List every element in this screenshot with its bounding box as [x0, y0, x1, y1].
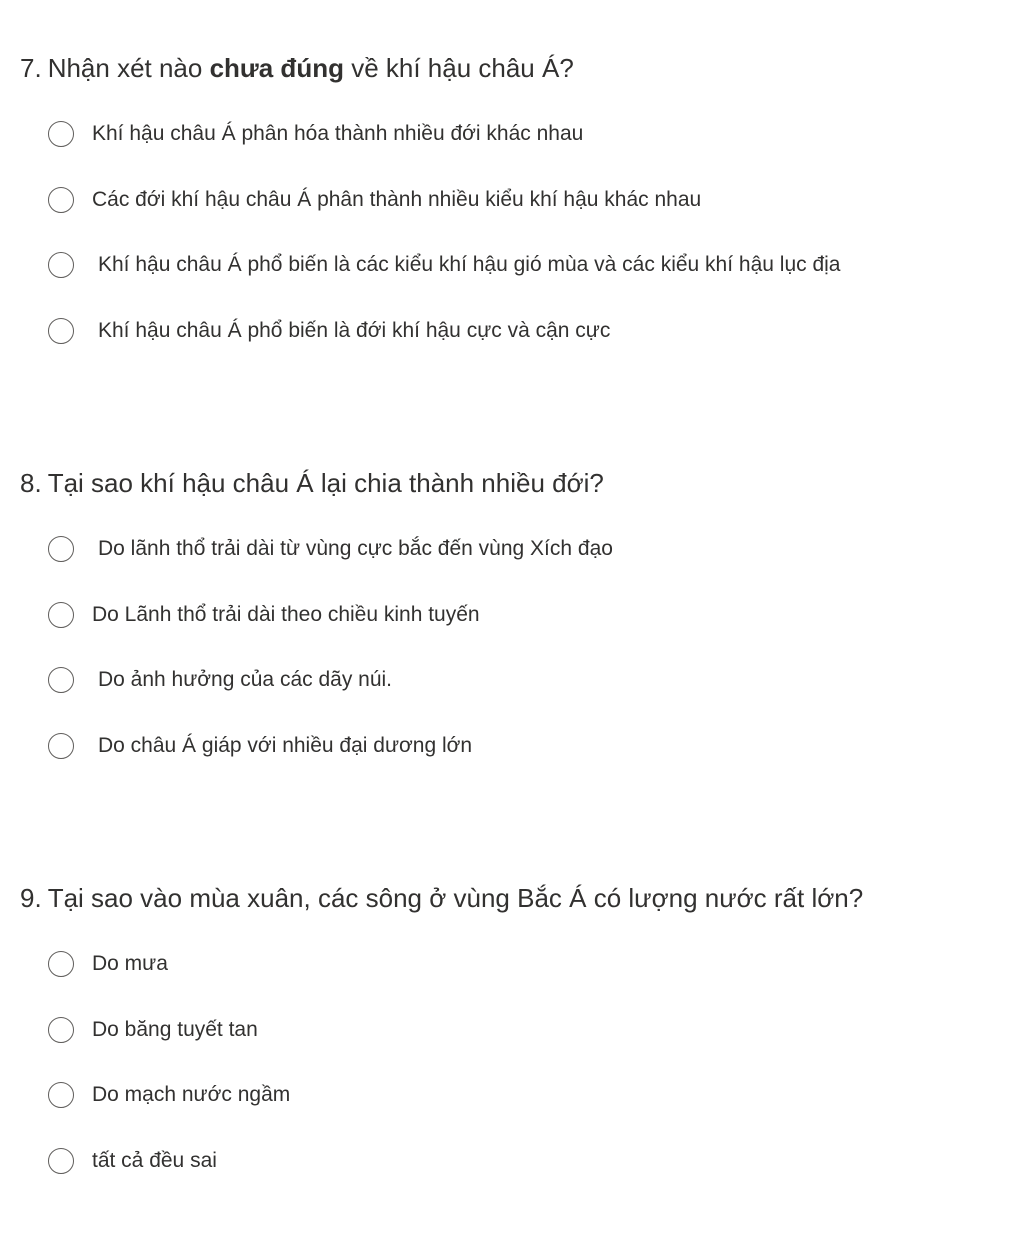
- radio-button[interactable]: [48, 121, 74, 147]
- question-title: [20, 465, 1010, 501]
- question-8: [20, 465, 1010, 762]
- question-title: [20, 880, 1010, 916]
- question-text-part: Nhận xét nào: [47, 53, 210, 83]
- radio-button[interactable]: [48, 733, 74, 759]
- option-label: Do Lãnh thổ trải dài theo chiều kinh tuyến: [92, 602, 480, 626]
- radio-button[interactable]: [48, 252, 74, 278]
- option-list: [48, 533, 1010, 762]
- option-q9-b[interactable]: [48, 1014, 1010, 1046]
- radio-button[interactable]: [48, 536, 74, 562]
- option-label: Do mưa: [92, 952, 168, 975]
- question-text: [48, 50, 574, 86]
- radio-button[interactable]: [48, 667, 74, 693]
- option-label: Do mạch nước ngầm: [92, 1083, 291, 1106]
- radio-button[interactable]: [48, 602, 74, 628]
- option-q8-d[interactable]: [48, 730, 1010, 762]
- option-q8-c[interactable]: [48, 664, 1010, 696]
- question-text-part: về khí hậu châu Á?: [343, 53, 574, 83]
- radio-button[interactable]: [48, 1017, 74, 1043]
- option-q7-a[interactable]: [48, 118, 1010, 150]
- radio-button[interactable]: [48, 1082, 74, 1108]
- radio-button[interactable]: [48, 187, 74, 213]
- option-label: Do lãnh thổ trải dài từ vùng cực bắc đến vùng Xích đạo: [98, 537, 613, 560]
- option-label: Các đới khí hậu châu Á phân thành nhiều kiểu khí hậu khác nhau: [92, 187, 702, 211]
- radio-button[interactable]: [48, 318, 74, 344]
- option-q9-c[interactable]: [48, 1079, 1010, 1111]
- question-title: [20, 50, 1010, 86]
- question-number: 8.: [20, 468, 42, 498]
- option-list: [48, 118, 1010, 347]
- option-q7-b[interactable]: [48, 184, 1010, 216]
- radio-button[interactable]: [48, 951, 74, 977]
- option-q9-a[interactable]: [48, 948, 1010, 980]
- option-q7-d[interactable]: [48, 315, 1010, 347]
- option-label: Khí hậu châu Á phổ biến là các kiểu khí hậu gió mùa và các kiểu khí hậu lục địa: [98, 253, 841, 276]
- option-label: Do băng tuyết tan: [92, 1017, 258, 1041]
- question-text-bold: chưa đúng: [209, 53, 344, 83]
- question-text: Tại sao khí hậu châu Á lại chia thành nhiều đới?: [47, 468, 604, 498]
- option-label: Do châu Á giáp với nhiều đại dương lớn: [98, 733, 473, 757]
- option-q8-a[interactable]: [48, 533, 1010, 565]
- option-q7-c[interactable]: [48, 249, 1010, 281]
- question-text: Tại sao vào mùa xuân, các sông ở vùng Bắc Á có lượng nước rất lớn?: [47, 883, 864, 913]
- question-number: 7.: [20, 53, 42, 83]
- option-q9-d[interactable]: [48, 1145, 1010, 1177]
- option-label: Do ảnh hưởng của các dãy núi.: [98, 668, 393, 691]
- question-number: 9.: [20, 883, 42, 913]
- question-7: [20, 50, 1010, 347]
- option-q8-b[interactable]: [48, 599, 1010, 631]
- option-label: tất cả đều sai: [92, 1148, 217, 1172]
- radio-button[interactable]: [48, 1148, 74, 1174]
- option-label: Khí hậu châu Á phân hóa thành nhiều đới khác nhau: [92, 122, 584, 145]
- option-label: Khí hậu châu Á phổ biến là đới khí hậu cực và cận cực: [98, 318, 611, 342]
- question-9: [20, 880, 1010, 1177]
- option-list: [48, 948, 1010, 1177]
